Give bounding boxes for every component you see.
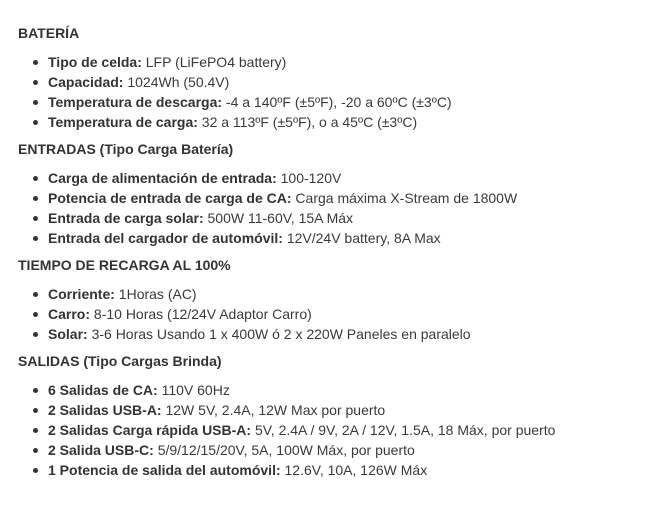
spec-value: 32 a 113ºF (±5ºF), o a 45ºC (±3ºC) — [197, 114, 418, 130]
spec-label: Corriente: — [48, 286, 115, 302]
spec-item — [48, 208, 651, 228]
spec-value: 5/9/12/15/20V, 5A, 100W Máx, por puerto — [153, 442, 415, 458]
spec-list — [18, 168, 651, 248]
spec-label: Temperatura de descarga: — [48, 94, 223, 110]
spec-label: Entrada del cargador de automóvil: — [48, 230, 283, 246]
spec-value: 5V, 2.4A / 9V, 2A / 12V, 1.5A, 18 Máx, por puerto — [251, 422, 556, 438]
spec-value: 12V/24V battery, 8A Max — [282, 230, 441, 246]
spec-item — [48, 284, 651, 304]
spec-label: 6 Salidas de CA: — [48, 382, 158, 398]
section-heading: SALIDAS (Tipo Cargas Brinda) — [18, 353, 222, 369]
spec-list — [18, 52, 651, 132]
spec-label: 1 Potencia de salida del automóvil: — [48, 462, 281, 478]
spec-label: Potencia de entrada de carga de CA: — [48, 190, 292, 206]
spec-item — [48, 380, 651, 400]
spec-label: Entrada de carga solar: — [48, 210, 204, 226]
spec-value: 12.6V, 10A, 126W Máx — [280, 462, 428, 478]
spec-label: 2 Salidas Carga rápida USB-A: — [48, 422, 252, 438]
spec-value: 100-120V — [276, 170, 342, 186]
section-heading: ENTRADAS (Tipo Carga Batería) — [18, 141, 234, 157]
spec-value: Carga máxima X-Stream de 1800W — [291, 190, 518, 206]
spec-item — [48, 72, 651, 92]
spec-value: 8-10 Horas (12/24V Adaptor Carro) — [90, 306, 312, 322]
spec-item — [48, 460, 651, 480]
spec-item — [48, 304, 651, 324]
spec-list — [18, 284, 651, 344]
spec-item — [48, 324, 651, 344]
spec-value: 1Horas (AC) — [114, 286, 197, 302]
spec-item — [48, 188, 651, 208]
spec-label: 2 Salidas USB-A: — [48, 402, 162, 418]
spec-label: Carga de alimentación de entrada: — [48, 170, 277, 186]
spec-value: 110V 60Hz — [157, 382, 230, 398]
spec-label: Tipo de celda: — [48, 54, 142, 70]
spec-value: 1024Wh (50.4V) — [123, 74, 230, 90]
spec-label: Temperatura de carga: — [48, 114, 198, 130]
spec-label: 2 Salida USB-C: — [48, 442, 154, 458]
spec-item — [48, 400, 651, 420]
spec-value: 12W 5V, 2.4A, 12W Max por puerto — [161, 402, 386, 418]
spec-item — [48, 112, 651, 132]
spec-item — [48, 52, 651, 72]
spec-item — [48, 168, 651, 188]
spec-item — [48, 420, 651, 440]
section-heading: TIEMPO DE RECARGA AL 100% — [18, 257, 231, 273]
spec-label: Solar: — [48, 326, 88, 342]
spec-value: LFP (LiFePO4 battery) — [141, 54, 287, 70]
spec-label: Capacidad: — [48, 74, 124, 90]
spec-value: -4 a 140ºF (±5ºF), -20 a 60ºC (±3ºC) — [222, 94, 452, 110]
spec-value: 500W 11-60V, 15A Máx — [203, 210, 354, 226]
section-heading: BATERÍA — [18, 25, 80, 41]
spec-item — [48, 228, 651, 248]
spec-label: Carro: — [48, 306, 91, 322]
spec-list — [18, 380, 651, 480]
spec-value: 3-6 Horas Usando 1 x 400W ó 2 x 220W Paneles en paralelo — [87, 326, 471, 342]
spec-item — [48, 440, 651, 460]
spec-item — [48, 92, 651, 112]
